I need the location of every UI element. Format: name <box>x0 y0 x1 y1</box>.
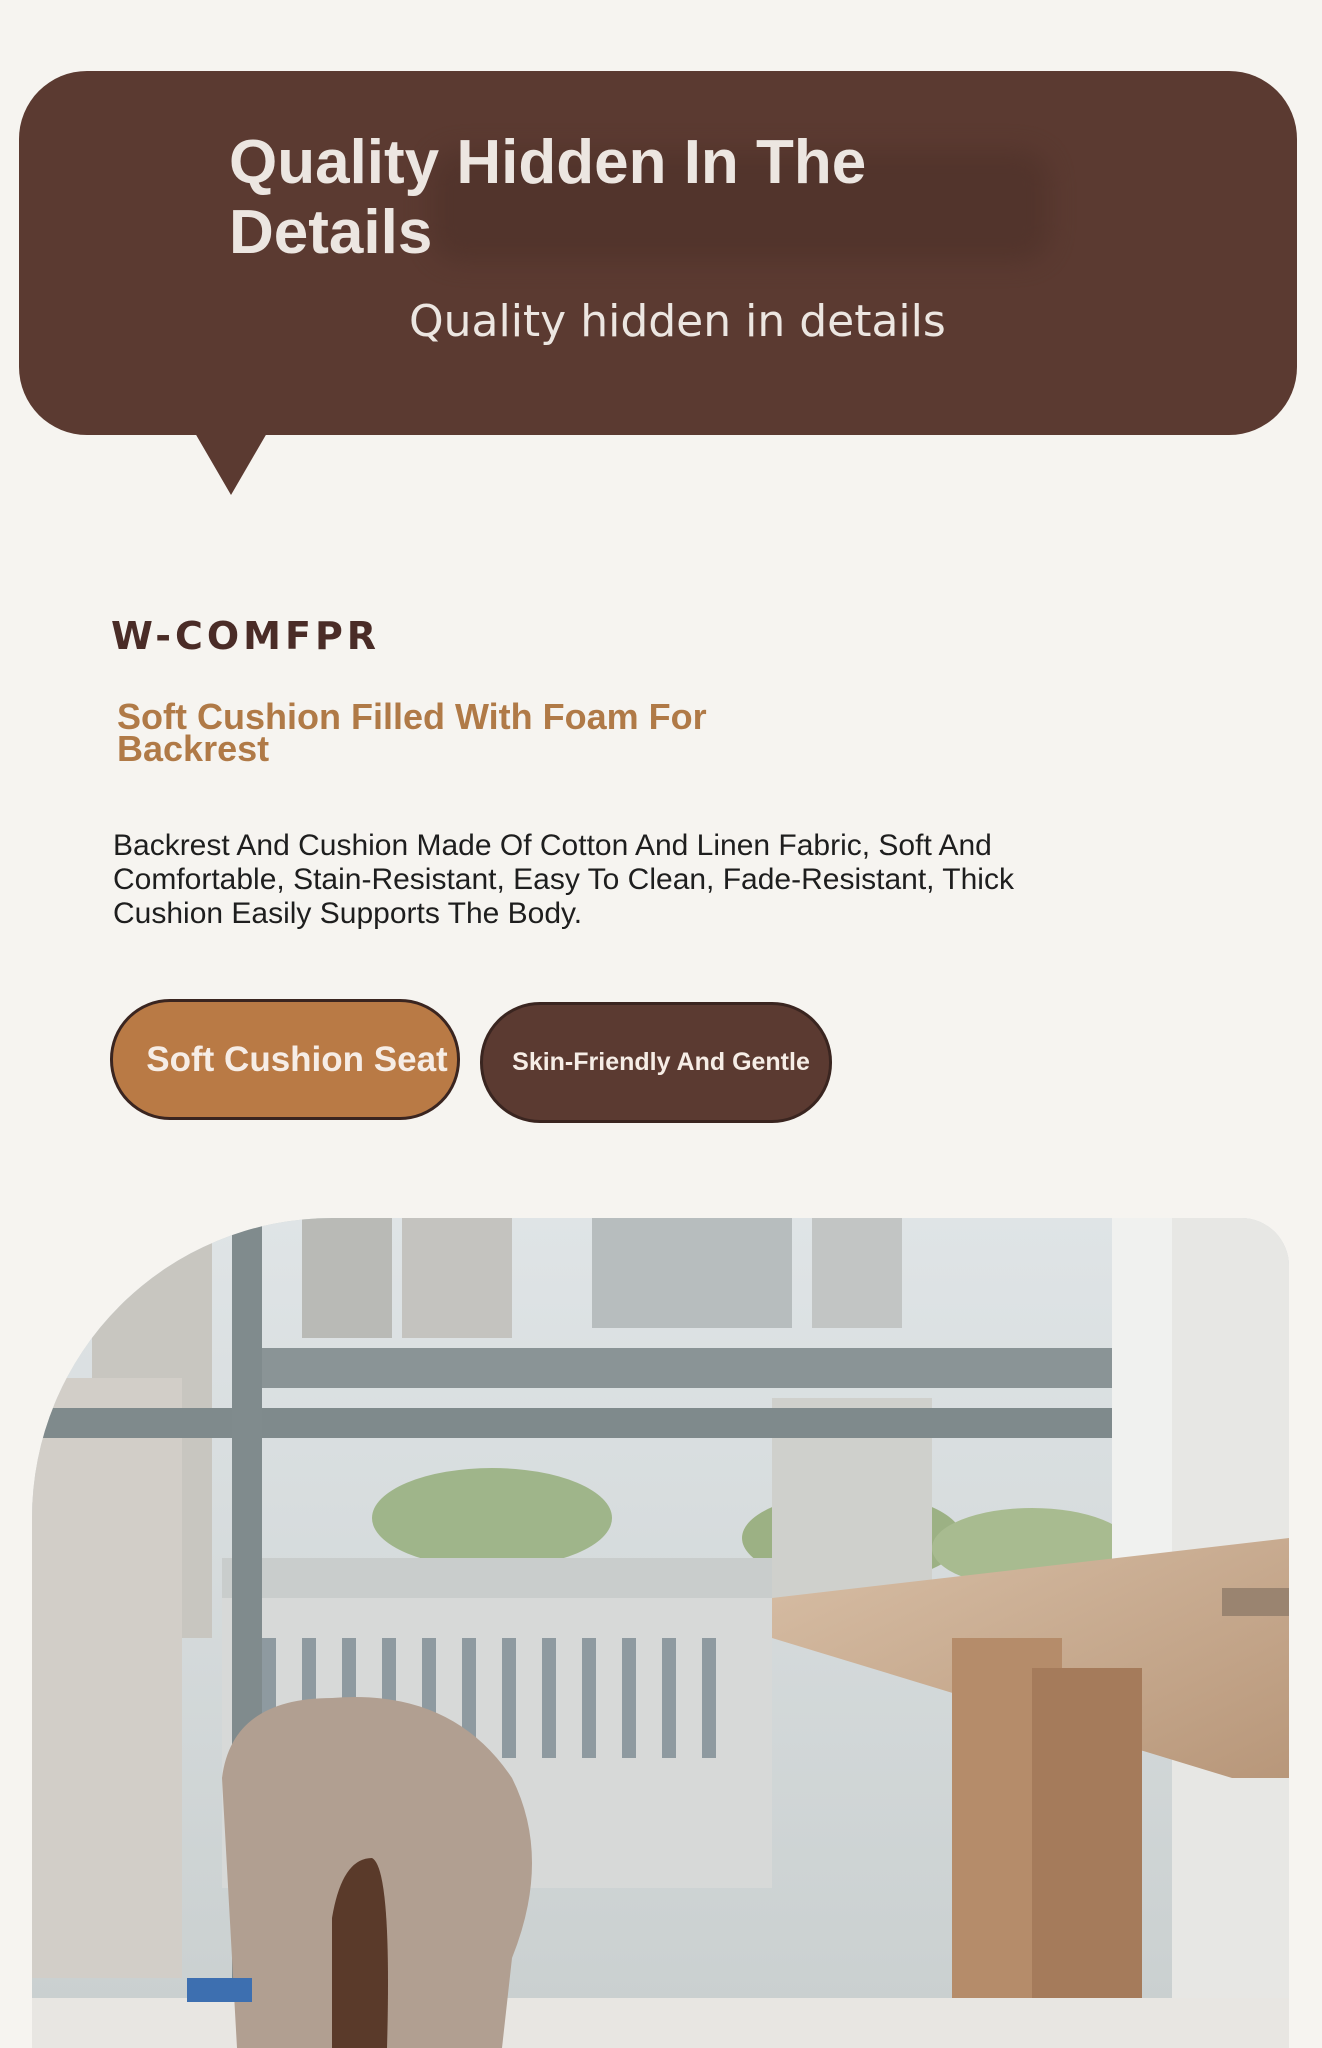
page-subtitle: Quality hidden in details <box>409 296 946 347</box>
feature-headline: Soft Cushion Filled With Foam For Backrest <box>117 696 707 769</box>
speech-bubble-tail <box>195 433 267 495</box>
brand-logo: W-COMFPR <box>111 614 381 658</box>
tag-skin-friendly <box>480 1002 832 1123</box>
tag-label: Soft Cushion Seat <box>146 1039 448 1079</box>
tag-soft-cushion-seat <box>110 999 460 1120</box>
chair-and-table-scene-image <box>32 1218 1289 2048</box>
page-title: Quality Hidden In The Details <box>229 128 867 267</box>
feature-description: Backrest And Cushion Made Of Cotton And Linen Fabric, Soft And Comfortable, Stain-Resistant, Easy To Clean, Fade-Resistant, Thick Cushion Easily Supports The Body. <box>113 829 1014 930</box>
tag-label: Skin-Friendly And Gentle <box>512 1048 810 1076</box>
product-photo <box>32 1218 1289 2048</box>
